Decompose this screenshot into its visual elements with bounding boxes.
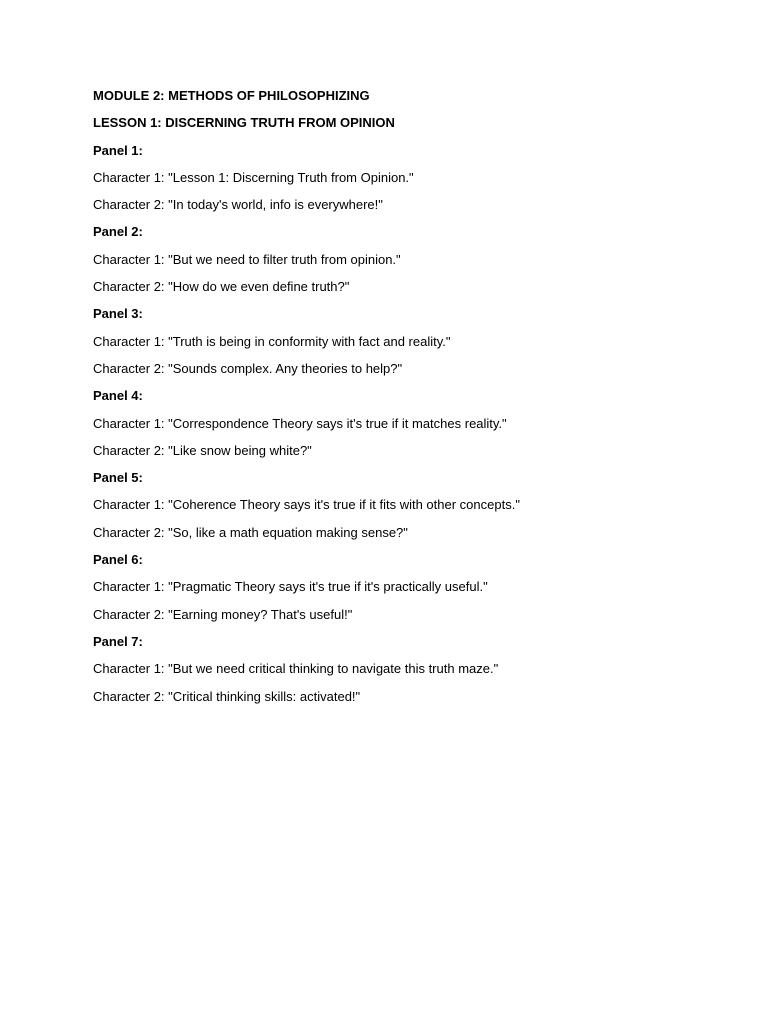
dialogue-line: Character 1: "Coherence Theory says it's true if it fits with other concepts." xyxy=(93,497,520,513)
panel-label: Panel 4: xyxy=(93,388,143,404)
panel-label: Panel 5: xyxy=(93,470,143,486)
dialogue-line: Character 2: "Like snow being white?" xyxy=(93,442,312,458)
dialogue-line: Character 1: "Pragmatic Theory says it's true if it's practically useful." xyxy=(93,579,488,595)
dialogue-line: Character 1: "Truth is being in conformity with fact and reality." xyxy=(93,333,451,349)
dialogue-line: Character 2: "How do we even define truth?" xyxy=(93,279,350,295)
panel-label: Panel 2: xyxy=(93,224,143,240)
dialogue-line: Character 2: "So, like a math equation making sense?" xyxy=(93,524,408,540)
dialogue-line: Character 2: "Sounds complex. Any theories to help?" xyxy=(93,360,403,376)
module-title: MODULE 2: METHODS OF PHILOSOPHIZING xyxy=(93,88,370,103)
panel-label: Panel 3: xyxy=(93,306,143,322)
dialogue-line: Character 2: "In today's world, info is everywhere!" xyxy=(93,197,383,213)
panel-label: Panel 1: xyxy=(93,142,143,158)
dialogue-line: Character 2: "Earning money? That's useful!" xyxy=(93,606,353,622)
document-page xyxy=(93,86,713,714)
dialogue-line: Character 1: "But we need critical thinking to navigate this truth maze." xyxy=(93,661,499,677)
dialogue-line: Character 1: "But we need to filter truth from opinion." xyxy=(93,251,401,267)
dialogue-line: Character 2: "Critical thinking skills: activated!" xyxy=(93,688,361,704)
lesson-title: LESSON 1: DISCERNING TRUTH FROM OPINION xyxy=(93,115,395,131)
panel-label: Panel 7: xyxy=(93,633,143,649)
panel-label: Panel 6: xyxy=(93,552,143,568)
dialogue-line: Character 1: "Correspondence Theory says it's true if it matches reality." xyxy=(93,415,507,431)
dialogue-line: Character 1: "Lesson 1: Discerning Truth from Opinion." xyxy=(93,169,414,185)
